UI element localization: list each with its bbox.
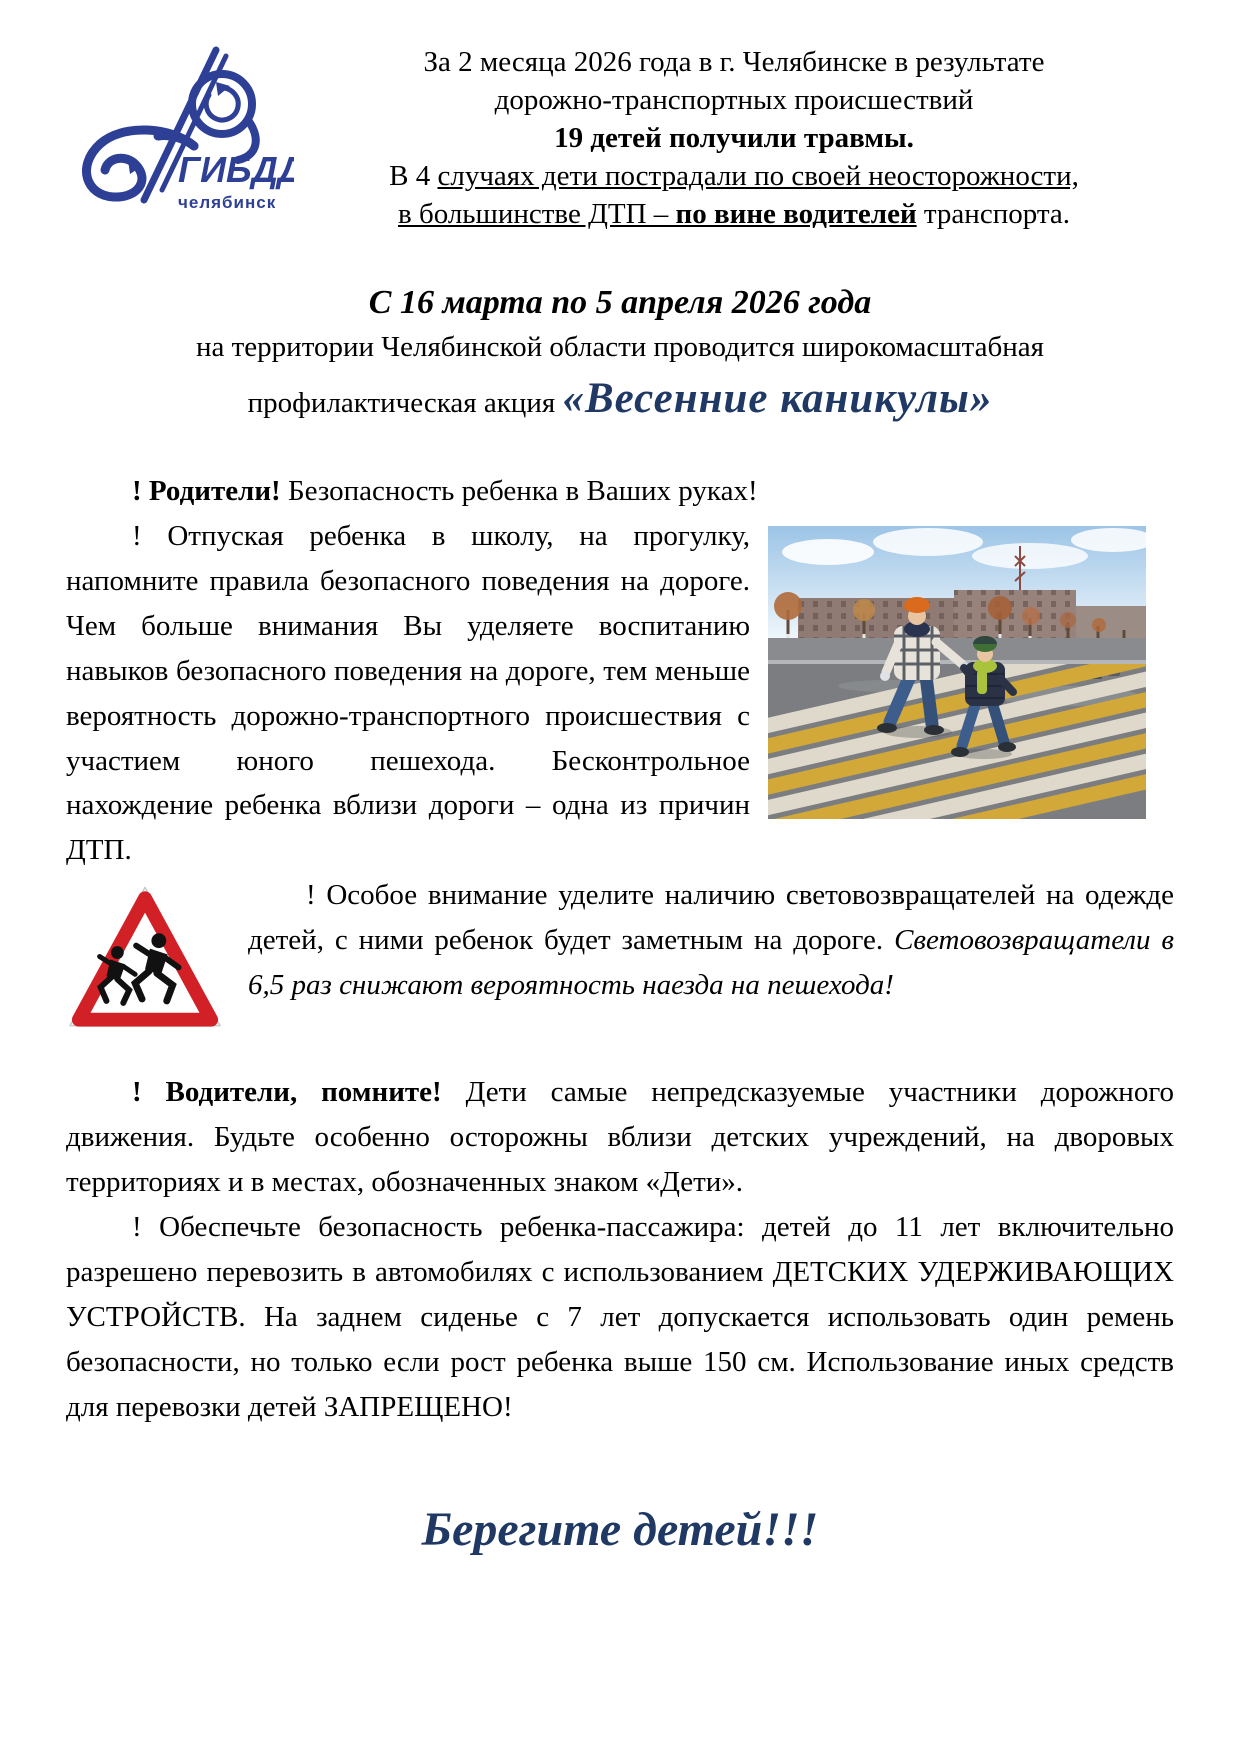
reflectors-italic-text: Световозвращатели в 6,5 раз снижают вероятность наезда на пешехода! — [248, 924, 1175, 1002]
walk-paragraph: ! Отпуская ребенка в школу, на прогулку, напомните правила безопасного поведения на дороге. Чем больше внимания Вы уделяете воспитанию навыков безопасного поведения на дороге, тем меньше вероятность дорожно-транспортного происшествия с участием юного пешехода. Бесконтрольное нахождение ребенка вблизи дороги – одна из причин ДТП. — [66, 519, 750, 867]
campaign-region-line: на территории Челябинской области проводится широкомасштабная — [195, 330, 1045, 363]
header-line-2: дорожно-транспортных происшествий — [494, 83, 974, 116]
crosswalk-photo-graphic — [768, 526, 1146, 819]
drivers-lead-bold: ! Водители, помните! — [132, 1076, 442, 1109]
reflectors-paragraph — [66, 873, 1174, 1008]
passenger-paragraph: ! Обеспечьте безопасность ребенка-пассажира: детей до 11 лет включительно разрешено перевозить в автомобилях с использованием ДЕТСКИХ УДЕРЖИВАЮЩИХ УСТРОЙСТВ. На заднем сиденье с 7 лет допускается использовать один ремень безопасности, но только если рост ребенка выше 150 см. Использование иных средств для перевозки детей ЗАПРЕЩЕНО! — [66, 1211, 1174, 1423]
parents-lead-rest: Безопасность ребенка в Ваших руках! — [287, 474, 758, 507]
logo-org-text: ГИБДД — [178, 149, 294, 190]
campaign-action-prefix: профилактическая акция — [247, 386, 556, 419]
reflectors-text: ! Особое внимание уделите наличию световозвращателей на одежде детей, с ними ребенок будет заметным на дороге. — [248, 879, 1174, 957]
campaign-announcement — [66, 284, 1174, 423]
campaign-dates: С 16 марта по 5 апреля 2026 года — [368, 283, 872, 321]
gibdd-logo — [66, 42, 294, 224]
header-line5-bold: по вине водителей — [675, 197, 917, 230]
children-road-sign-graphic — [66, 883, 224, 1030]
header-stats — [294, 42, 1174, 234]
reflectors-section — [66, 873, 1174, 1036]
children-road-sign-icon — [66, 883, 224, 1030]
header-line4-underlined: случаях дети пострадали по своей неосторожности, — [437, 159, 1079, 192]
photo-children-crosswalk — [768, 526, 1146, 819]
header-line-5 — [294, 196, 1174, 234]
campaign-action-line — [66, 374, 1174, 423]
header-line-3: 19 детей получили травмы. — [554, 121, 914, 154]
footer-slogan: Берегите детей!!! — [421, 1502, 819, 1556]
header-line4-plain: В 4 — [389, 159, 431, 192]
header-line5-plain: транспорта. — [923, 197, 1070, 230]
parents-lead-bold: ! Родители! — [132, 474, 281, 507]
header-line-4 — [294, 158, 1174, 196]
walk-section — [66, 514, 1174, 874]
header — [66, 42, 1174, 234]
header-line-1: За 2 месяца 2026 года в г. Челябинске в результате — [423, 46, 1045, 78]
gibdd-logo-graphic — [66, 42, 294, 224]
drivers-paragraph — [66, 1070, 1174, 1205]
campaign-title: «Весенние каникулы» — [562, 374, 993, 422]
logo-city-text: челябинск — [178, 193, 277, 212]
parents-lead-paragraph — [66, 469, 1174, 514]
header-line5-underlined: в большинстве ДТП – — [398, 197, 676, 230]
drivers-rest: Дети самые непредсказуемые участники дорожного движения. Будьте особенно осторожны вблизи детских учреждений, на дворовых территориях и в местах, обозначенных знаком «Дети». — [66, 1076, 1174, 1199]
